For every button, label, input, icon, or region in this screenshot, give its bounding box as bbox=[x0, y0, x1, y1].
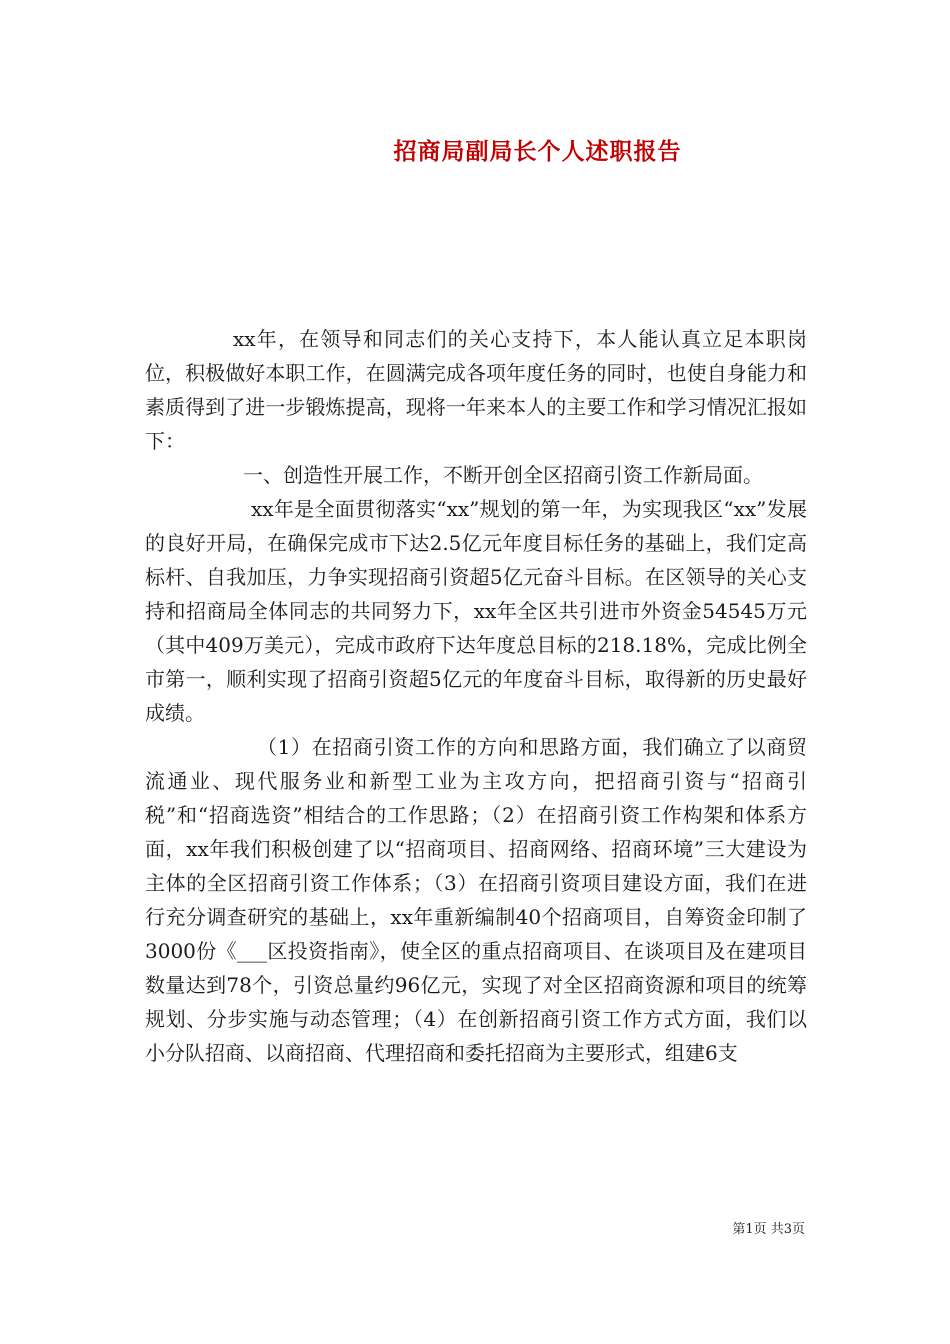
paragraph-results: xx年是全面贯彻落实“xx”规划的第一年，为实现我区“xx”发展的良好开局，在确保完成市下达2.5亿元年度目标任务的基础上，我们定高标杆、自我加压，力争实现招商引资超5亿元奋斗目标。在区领导的关心支持和招商局全体同志的共同努力下，xx年全区共引进市外资金54545万元（其中409万美元），完成市政府下达年度总目标的218.18%，完成比例全市第一，顺利实现了招商引资超5亿元的年度奋斗目标，取得新的历史最好成绩。 bbox=[145, 497, 807, 725]
paragraph-details: （1）在招商引资工作的方向和思路方面，我们确立了以商贸流通业、现代服务业和新型工业为主攻方向，把招商引资与“招商引税”和“招商选资”相结合的工作思路；（2）在招商引资工作构架和体系方面，xx年我们积极创建了以“招商项目、招商网络、招商环境”三大建设为主体的全区招商引资工作体系；（3）在招商引资项目建设方面，我们在进行充分调查研究的基础上，xx年重新编制40个招商项目，自筹资金印制了3000份《___区投资指南》，使全区的重点招商项目、在谈项目及在建项目数量达到78个，引资总量约96亿元，实现了对全区招商资源和项目的统筹规划、分步实施与动态管理；（4）在创新招商引资工作方式方面，我们以小分队招商、以商招商、代理招商和委托招商为主要形式，组建6支 bbox=[145, 735, 807, 1065]
section-heading: 一、创造性开展工作，不断开创全区招商引资工作新局面。 bbox=[243, 463, 763, 487]
page-number: 第1页 共3页 bbox=[732, 1222, 805, 1237]
document-body bbox=[145, 322, 807, 1070]
paragraph-intro: xx年，在领导和同志们的关心支持下，本人能认真立足本职岗位，积极做好本职工作，在圆满完成各项年度任务的同时，也使自身能力和素质得到了进一步锻炼提高，现将一年来本人的主要工作和学习情况汇报如下： bbox=[145, 327, 807, 453]
document-title: 招商局副局长个人述职报告 bbox=[393, 138, 682, 165]
